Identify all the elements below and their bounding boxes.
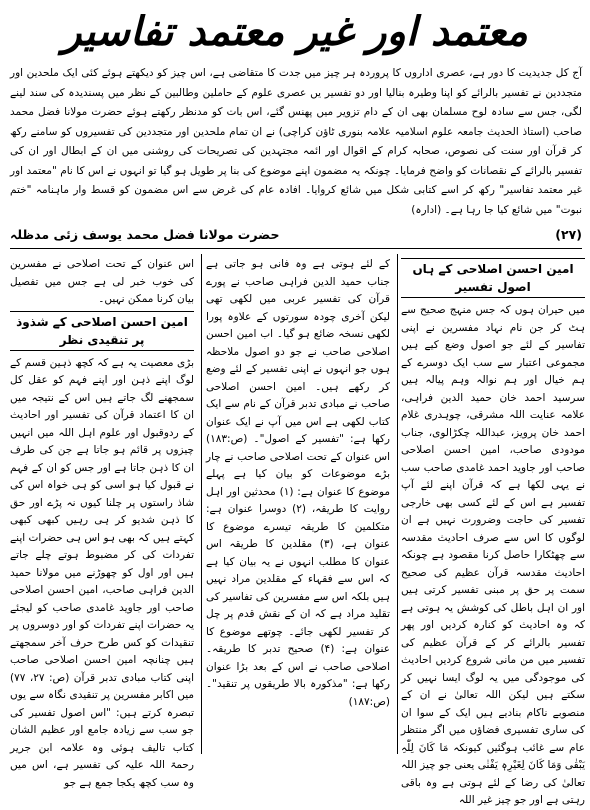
editorial-intro: آج کل جدیدیت کا دور ہے، عصری اداروں کا پروردہ ہر چیز میں جدت کا متقاضی ہے، اس چیز کو دیکھتے ہوئے کئی ایک ملحدین اور متجددین نے تفسیر بالرائے کو اپنا وطیرہ بنالیا اور دو تفسیر یں عصری علوم کے حاملین وطالبین کے نظر میں پسندیدہ کی سند لینے لگی، جس سے سادہ لوح مسلمان بھی ان کے دام تزویر میں پھنس گئے، اس بات کو مدنظر رکھتے ہوئے حضرت مولانا فضل محمد صاحب (استاذ الحدیث جامعہ علوم اسلامیہ علامہ بنوری ٹاؤن کراچی) نے ان تمام ملحدین اور متجددین کی تفسیروں کو سامنے رکھ کر قرآن اور سنت کی نصوص، صحابہ کرام کے اقوال اور ائمہ مجتہدین کی تصریحات کی روشنی میں ان کے ابطال اور ان کی تفسیر بالرائے کے نقصانات کو واضح فرمایا۔ چونکہ یہ مضمون اپنے موضوع کی بنا پر طویل ہو گیا تو انہوں نے اس کا نام "معتمد اور غیر معتمد تفاسیر" رکھ کر اسے کتابی شکل میں شائع کروایا۔ افادہ عام کی غرض سے اس مضمون کو قسط وار ماہنامہ "ختم نبوت" میں شائع کیا جا رہا ہے۔ (ادارہ) — [10, 67, 582, 216]
page-number: (۲۷) — [555, 227, 582, 242]
article-title: معتمد اور غیر معتمد تفاسیر — [62, 8, 528, 55]
column-text: میں حیران ہوں کہ جس منہج صحیح سے ہٹ کر جن نام نہاد مفسرین نے اپنی تفاسیر کے لئے جو اصول وضع کیے ہیں مجموعی اعتبار سے سب ایک دوسرے کے ہم خیال اور ہم نوالہ وہم پیالہ ہیں سرسید احمد خان حمید الدین فراہی، علامہ عنایت اللہ مشرقی، چوہدری غلام احمد خان پرویز، عبداللہ چکڑالوی، جناب مودودی صاحب، امین احسن اصلاحی صاحب اور جاوید احمد غامدی صاحب سب نے یہی لکھا ہے کہ قرآن اپنے لئے آپ تفسیر ہے اس کے لئے کسی بھی خارجی تفسیر کی حاجت وضرورت نہیں ہے ان لوگوں کا اس سے صرف احادیث مقدسہ سے چھٹکارا حاصل کرنا مقصود ہے چونکہ احادیث مقدسہ قرآن عظیم کی صحیح سمت پر حق پر مبنی تفسیر کرتی ہیں اور ان اہل باطل کی کوشش یہ ہوتی ہے کہ وہ احادیث کو کنارہ کردیں اور پھر تفسیر بالرائے کر کے قرآن عظیم کی تفسیر میں من مانی شروع کردیں احادیث کی موجودگی میں یہ لوگ ایسا نہیں کر سکتے ہیں لیکن اللہ تعالیٰ نے ان کے منصوبے ناکام بنادیے ہیں ایک کے سوا ان کی ساری تفسیری فضاؤں میں اگر منتظر عام سے غائب ہوگئیں کیونکہ مَا کَانَ لِلّٰہِ یَبْقٰی وَمَا کَانَ لِغَیْرِہٖ یَفْنٰی یعنی جو چیز اللہ تعالیٰ کی رضا کے لئے ہوتی ہے وہ باقی رہتی ہے اور جو چیز غیر اللہ — [401, 304, 585, 806]
author-name: حضرت مولانا فضل محمد یوسف زئی مدظلہ — [10, 227, 280, 242]
column-heading: امین احسن اصلاحی کے ہاں اصول تفسیر — [401, 258, 585, 298]
byline — [10, 224, 582, 246]
divider — [10, 248, 582, 249]
column-intro: اس عنوان کے تحت اصلاحی نے مفسرین کی خوب خبر لی ہے جس میں تفصیل بیان کرنا ممکن نہیں۔ — [10, 258, 194, 305]
column-left — [10, 256, 195, 789]
column-middle — [206, 256, 390, 754]
column-heading: امین احسن اصلاحی کے شذوذ پر تنقیدی نظر — [10, 311, 194, 351]
column-right — [401, 256, 585, 806]
column-text: بڑی معصیت یہ ہے کہ کچھ ذہین قسم کے لوگ اپنے ذہن اور اپنے فہم کو عقل کل سمجھنے لگ جاتے ہیں اس کے نتیجہ میں ان کا اعتماد قرآن کی تفسیر اور احادیث کے ردوقبول اور علوم اہل اللہ میں انہیں چیزوں پر قائم ہو جاتا ہے جن کی طرف ان کا ذہن جاتا ہے اور جس کو ان کے فہم نے قبول کیا ہو اسی کو ہی خواہ اس کی شاذ راستوں پر چلنا کیوں نہ پڑے اور حق کا ذہن شدیو کر ہی رہیں کبھی کبھی کہتے ہیں کہ بھی ہو اس ہی حضرات اپنے تفردات کی کر مضبوط ہوتے چلے جاتے ہیں اور اول کو چھوڑنے میں مولانا حمید الدین فراہی صاحب، امین احسن اصلاحی صاحب اور جاوید غامدی صاحب کو لیجئے یہ حضرات اپنے تفردات کو اور دوسروں پر تنقیدات کو کس طرح حرف آخر سمجھتے ہیں چنانچہ امین احسن اصلاحی صاحب اپنی کتاب مبادی تدبر قرآن (ص: ۲۷، ۷۷) میں اکابر مفسرین پر تنقیدی نگاہ سے یوں تبصرہ کرتے ہیں: "اس اصول تفسیر کی جو سب سے زیادہ جامع اور عظیم الشان کتاب تالیف ہوئی وہ علامہ ابن جریر رحمۃ اللہ علیہ کی تفسیر ہے، اس میں وہ سب کچھ یکجا جمع ہے جو — [10, 356, 195, 789]
column-text: کے لئے ہوتی ہے وہ فانی ہو جاتی ہے جناب حمید الدین فراہی صاحب نے پورے قرآن کی تفسیر عربی میں لکھی تھی لیکن آخری چودہ سورتوں کے علاوہ پورا لکھی نسخہ ضائع ہو گیا۔ اب امین احسن اصلاحی صاحب نے جو دو اصول ملاحظہ ہوں جو انہوں نے اپنی تفسیر کے لئے وضع کر رکھے ہیں۔ امین احسن اصلاحی صاحب نے مبادی تدبر قرآن کے نام سے ایک کتاب لکھی ہے اس میں آپ نے ایک عنوان رکھا ہے: "تفسیر کے اصول"۔ (ص:۱۸۳) اس عنوان کے تحت اصلاحی صاحب نے چار بڑے موضوعات کو بیان کیا ہے پہلے موضوع کا عنوان ہے: (۱) محدثین اور اہل روایت کا طریقہ، (۲) دوسرا عنوان ہے: متکلمین کا طریقہ تیسرے موضوع کا عنوان ہے، (۳) مقلدین کا طریقہ اس عنوان کا مطلب انہوں نے یہ بیان کیا ہے کہ اس سے فقہاء کے مقلدین مراد نہیں ہیں بلکہ اس سے مفسرین کی تفاسیر کی تقلید مراد ہے کہ ان کے نقش قدم پر چل کر تفسیر لکھی جائے۔ چوتھے موضوع کا عنوان ہے: (۴) صحیح تدبر کا طریقہ۔ اصلاحی صاحب نے اس کے بعد بڑا عنوان رکھا ہے: "مذکورہ بالا طریقوں پر تنقید"۔ (ص:۱۸۷) — [206, 258, 390, 708]
column-divider — [397, 254, 398, 754]
column-divider — [201, 254, 202, 754]
